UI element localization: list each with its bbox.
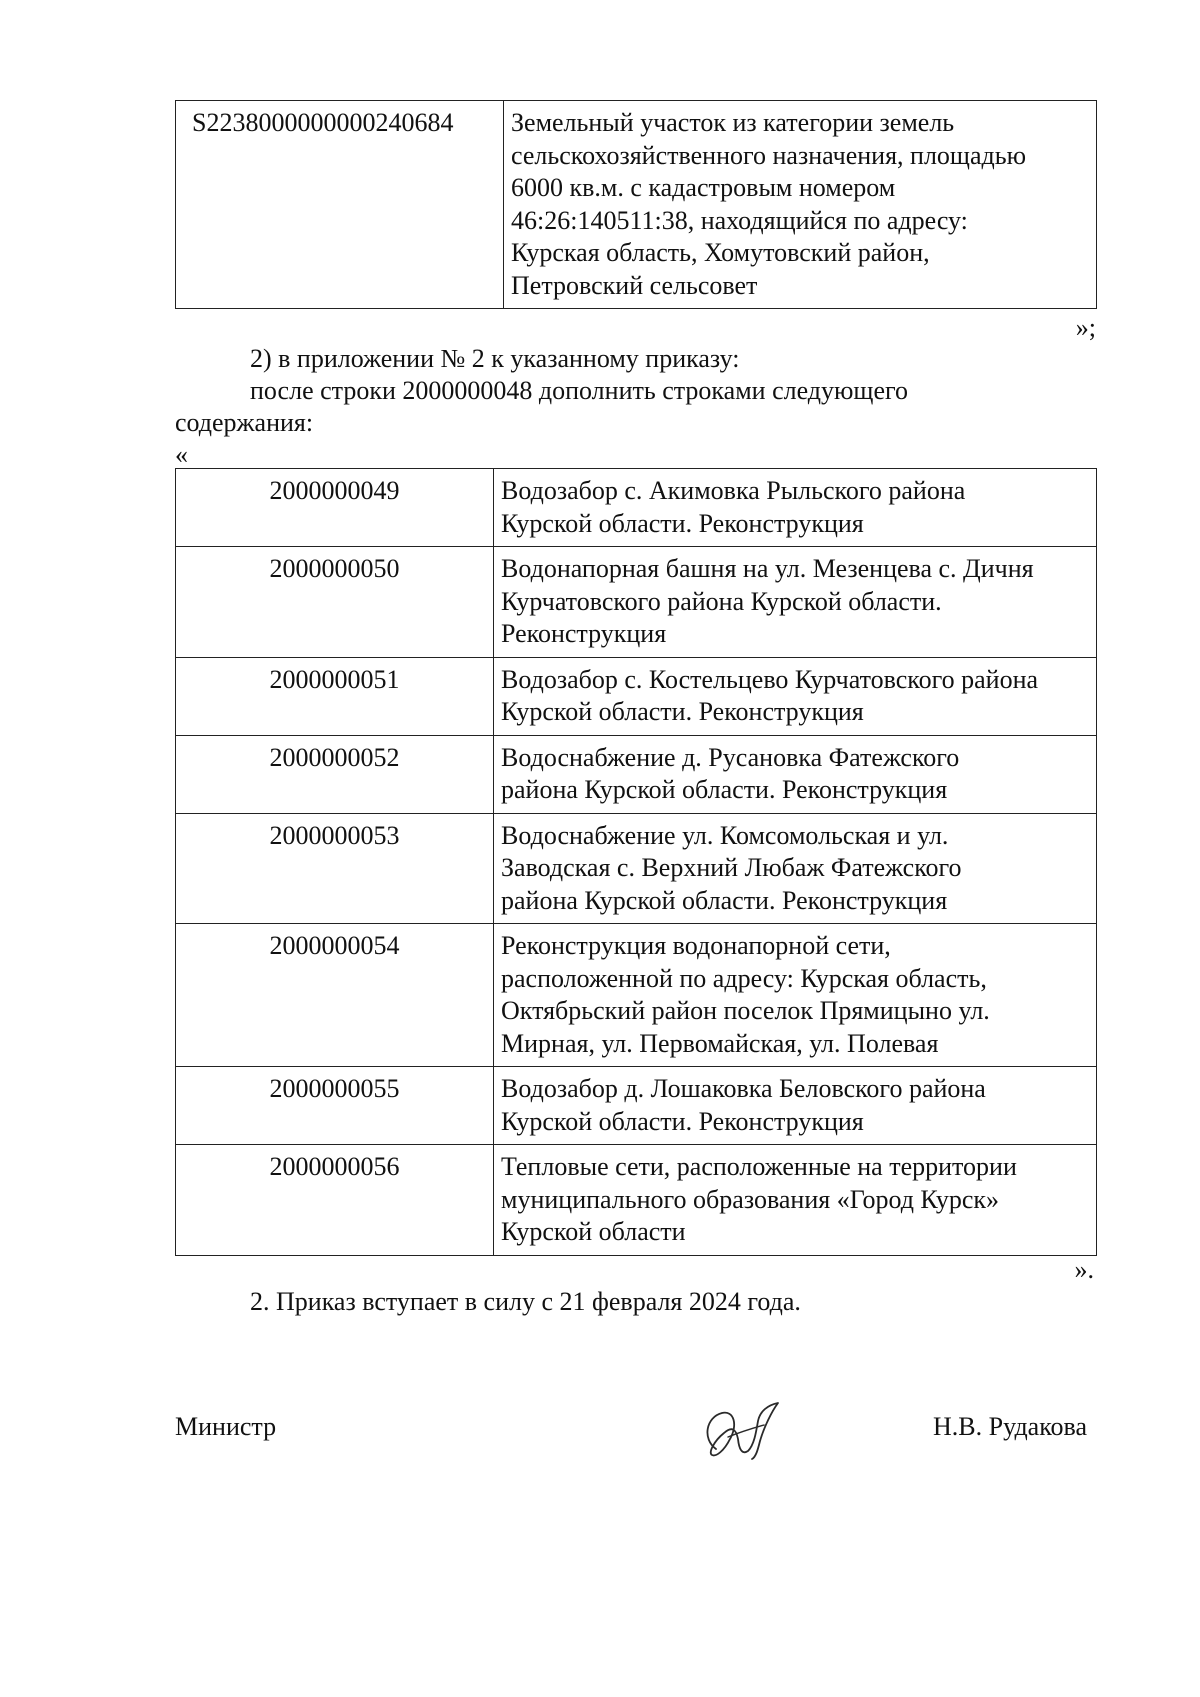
- object-description-cell: [494, 735, 1097, 813]
- handwritten-signature: [698, 1399, 788, 1463]
- object-description-cell: [494, 924, 1097, 1067]
- object-code-cell: 2000000050: [176, 547, 494, 658]
- object-description-cell: [494, 1145, 1097, 1256]
- description-line: Курской области: [501, 1217, 686, 1246]
- description-line: Реконструкция водонапорной сети,: [501, 931, 891, 960]
- object-code-cell: 2000000049: [176, 469, 494, 547]
- objects-table-row: [176, 735, 1097, 813]
- land-plot-table: [175, 100, 1097, 309]
- object-description-cell: [504, 101, 1097, 309]
- description-line: 6000 кв.м. с кадастровым номером: [511, 173, 896, 202]
- objects-table-row: [176, 1067, 1097, 1145]
- objects-table-row: [176, 657, 1097, 735]
- object-code-cell: 2000000051: [176, 657, 494, 735]
- description-line: Земельный участок из категории земель: [511, 108, 955, 137]
- object-description-cell: [494, 813, 1097, 924]
- description-line: 46:26:140511:38, находящийся по адресу:: [511, 205, 968, 235]
- objects-table-row: [176, 469, 1097, 547]
- objects-table: [175, 468, 1097, 1256]
- effective-date-clause: 2. Приказ вступает в силу с 21 февраля 2024 года.: [250, 1287, 801, 1316]
- object-code-cell: 2000000053: [176, 813, 494, 924]
- objects-table-body: [176, 469, 1097, 1256]
- description-line: Курской области. Реконструкция: [501, 1106, 864, 1136]
- description-line: Курчатовского района Курской области.: [501, 586, 942, 616]
- signer-name: Н.В. Рудакова: [933, 1412, 1087, 1441]
- description-line: Октябрьский район поселок Прямицыно ул.: [501, 996, 990, 1025]
- objects-table-row: [176, 1145, 1097, 1256]
- object-code-cell: 2000000054: [176, 924, 494, 1067]
- object-code-cell: 2000000052: [176, 735, 494, 813]
- insert-contents-label: содержания:: [175, 408, 314, 437]
- description-line: Петровский сельсовет: [511, 270, 758, 300]
- insert-after-instruction: после строки 2000000048 дополнить строками следующего: [250, 376, 909, 405]
- closing-quote-2: ».: [1074, 1255, 1094, 1284]
- object-description-cell: [494, 1067, 1097, 1145]
- land-plot-table-row: [176, 101, 1097, 309]
- object-code-cell: S2238000000000240684: [176, 101, 504, 309]
- description-line: Водонапорная башня на ул. Мезенцева с. Дичня: [501, 554, 1034, 583]
- object-code-cell: 2000000056: [176, 1145, 494, 1256]
- description-line: района Курской области. Реконструкция: [501, 775, 948, 804]
- objects-table-row: [176, 924, 1097, 1067]
- description-line: Водозабор д. Лошаковка Беловского района: [501, 1074, 986, 1103]
- object-description-cell: [494, 547, 1097, 658]
- description-line: сельскохозяйственного назначения, площадью: [511, 140, 1026, 170]
- item-2-heading: 2) в приложении № 2 к указанному приказу:: [250, 344, 740, 373]
- signer-role: Министр: [175, 1412, 277, 1441]
- description-line: Заводская с. Верхний Любаж Фатежского: [501, 853, 962, 882]
- description-line: расположенной по адресу: Курская область,: [501, 963, 987, 993]
- description-line: Водоснабжение д. Русановка Фатежского: [501, 742, 960, 772]
- description-line: Мирная, ул. Первомайская, ул. Полевая: [501, 1028, 939, 1058]
- description-line: Водозабор с. Акимовка Рыльского района: [501, 476, 966, 505]
- description-line: муниципального образования «Город Курск»: [501, 1184, 999, 1214]
- object-code-cell: 2000000055: [176, 1067, 494, 1145]
- description-line: Водозабор с. Костельцево Курчатовского района: [501, 664, 1039, 694]
- description-line: района Курской области. Реконструкция: [501, 885, 948, 915]
- closing-quote-1: »;: [1075, 313, 1096, 342]
- objects-table-row: [176, 547, 1097, 658]
- description-line: Водоснабжение ул. Комсомольская и ул.: [501, 820, 949, 850]
- object-description-cell: [494, 657, 1097, 735]
- objects-table-row: [176, 813, 1097, 924]
- land-plot-table-body: [176, 101, 1097, 309]
- description-line: Курская область, Хомутовский район,: [511, 238, 930, 267]
- description-line: Тепловые сети, расположенные на территории: [501, 1152, 1017, 1181]
- object-description-cell: [494, 469, 1097, 547]
- description-line: Курской области. Реконструкция: [501, 697, 864, 726]
- opening-quote-2: «: [175, 440, 188, 469]
- description-line: Реконструкция: [501, 619, 667, 648]
- description-line: Курской области. Реконструкция: [501, 508, 864, 538]
- signature-block: [175, 1411, 1097, 1461]
